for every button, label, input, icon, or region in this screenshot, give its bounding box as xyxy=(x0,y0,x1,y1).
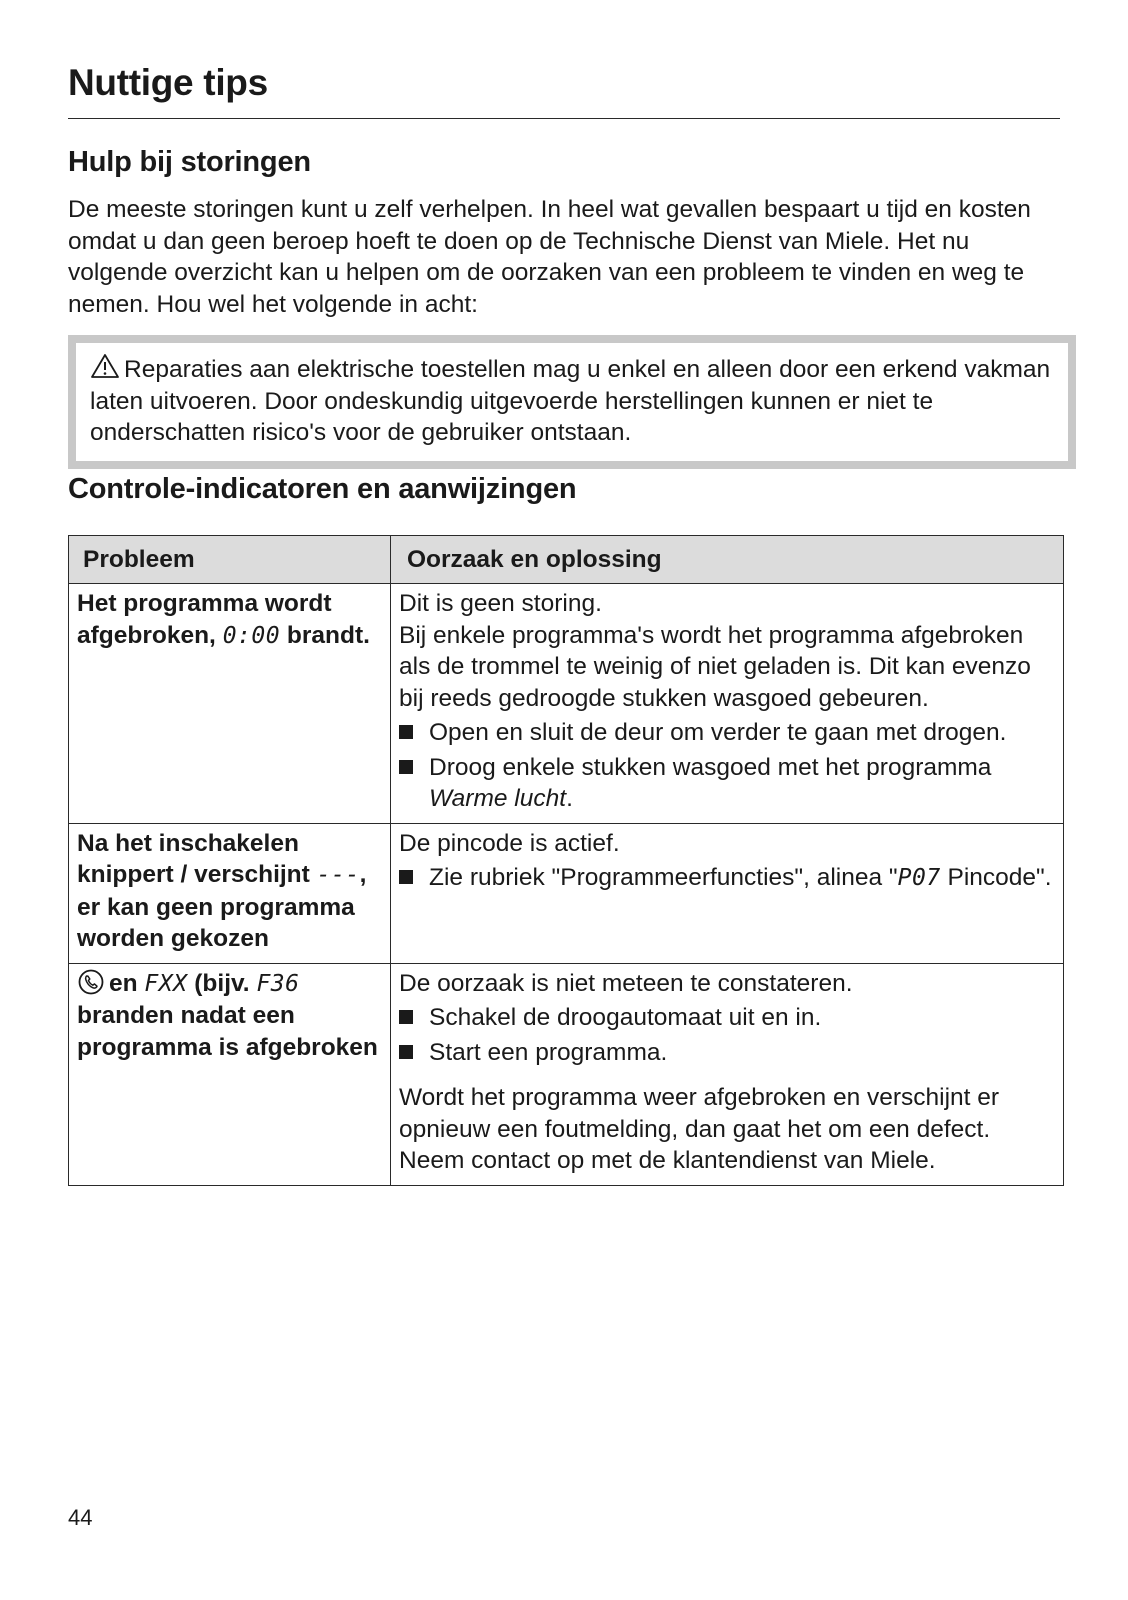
bullet-item xyxy=(399,752,1055,815)
cause-text: De pincode is actief. xyxy=(399,829,620,857)
problem-text: brandt. xyxy=(286,621,370,649)
problem-cell xyxy=(69,584,391,824)
solution-cell xyxy=(391,584,1064,824)
section-heading-indicators: Controle-indicatoren en aanwijzingen xyxy=(68,473,577,505)
column-header-problem: Probleem xyxy=(69,536,391,584)
problem-cell xyxy=(69,963,391,1185)
bullet-square-icon xyxy=(399,1002,429,1034)
bullet-text: Zie rubriek "Programmeerfuncties", alinea "P07 Pincode". xyxy=(429,864,1052,891)
problem-text: en xyxy=(109,969,138,997)
table-row xyxy=(69,584,1064,824)
cause-text: Dit is geen storing. xyxy=(399,590,602,617)
bullet-item xyxy=(399,1037,1055,1069)
bullet-square-icon xyxy=(399,1037,429,1069)
bullet-item xyxy=(399,1002,1055,1034)
detail-text: Bij enkele programma's wordt het programma afgebroken als de trommel te weinig of niet geladen is. Dit kan evenzo bij reeds gedroogde stukken wasgoed gebeuren. xyxy=(399,621,1031,712)
bullet-square-icon xyxy=(399,862,429,895)
note-text: Wordt het programma weer afgebroken en verschijnt er opnieuw een foutmelding, dan gaat het om een defect. Neem contact op met de klantendienst van Miele. xyxy=(399,1084,1000,1174)
display-code: FXX xyxy=(144,970,188,997)
bullet-text: Schakel de droogautomaat uit en in. xyxy=(429,1004,822,1031)
bullet-text: Start een programma. xyxy=(429,1038,668,1066)
display-code: F36 xyxy=(256,970,300,997)
problem-text: Na het inschakelen knippert / verschijnt xyxy=(77,829,310,888)
problem-text: Het programma wordt afgebroken, xyxy=(77,590,332,649)
table-row xyxy=(69,963,1064,1185)
display-code: 0:00 xyxy=(222,622,281,649)
section-heading-help: Hulp bij storingen xyxy=(68,146,311,178)
warning-triangle-icon xyxy=(90,353,120,379)
display-code: --- xyxy=(316,862,360,888)
solution-cell xyxy=(391,823,1064,963)
table-header-row xyxy=(69,536,1064,584)
cause-text: De oorzaak is niet meteen te constateren. xyxy=(399,969,853,997)
program-name: Warme lucht xyxy=(429,785,567,812)
warning-text: Reparaties aan elektrische toestellen mag u enkel en alleen door een erkend vakman laten uitvoeren. Door ondeskundig uitgevoerde herstellingen kunnen er niet te onderschatten risico's voor de gebruiker ontstaan. xyxy=(90,356,1051,446)
intro-paragraph: De meeste storingen kunt u zelf verhelpen. In heel wat gevallen bespaart u tijd en kosten omdat u dan geen beroep hoeft te doen op de Technische Dienst van Miele. Het nu volgende overzicht kan u helpen om de oorzaken van een probleem te vinden en weg te nemen. Hou wel het volgende in acht: xyxy=(68,196,1031,318)
page-title: Nuttige tips xyxy=(68,62,268,103)
title-divider xyxy=(68,118,1060,119)
problem-text: (bijv. xyxy=(194,969,250,997)
problem-cell xyxy=(69,823,391,963)
bullet-square-icon xyxy=(399,752,429,815)
page-number: 44 xyxy=(68,1505,93,1530)
solution-cell xyxy=(391,963,1064,1185)
table-row xyxy=(69,823,1064,963)
bullet-square-icon xyxy=(399,717,429,749)
bullet-item xyxy=(399,717,1055,749)
troubleshooting-table xyxy=(68,535,1064,1186)
service-phone-icon xyxy=(77,968,105,996)
problem-text: , er kan geen programma worden gekozen xyxy=(77,861,367,952)
bullet-text: Open en sluit de deur om verder te gaan met drogen. xyxy=(429,719,1007,746)
bullet-item xyxy=(399,862,1055,895)
display-code: P07 xyxy=(897,865,941,891)
warning-box xyxy=(68,335,1076,469)
problem-text: branden nadat een programma is afgebroken xyxy=(77,1002,378,1061)
bullet-text: Droog enkele stukken wasgoed met het programma Warme lucht. xyxy=(429,753,992,812)
column-header-solution: Oorzaak en oplossing xyxy=(391,536,1064,584)
